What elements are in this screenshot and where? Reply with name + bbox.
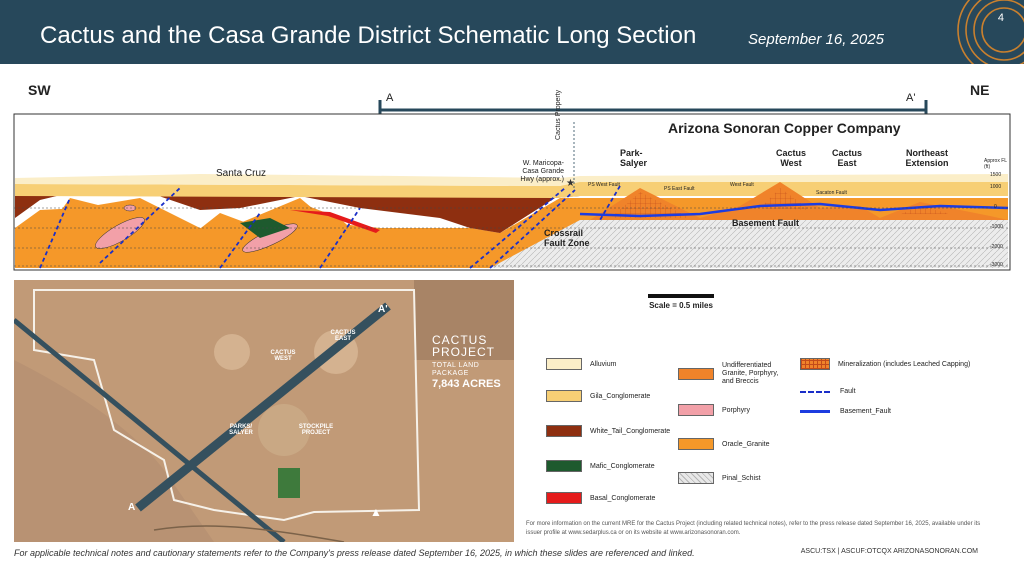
elev-tick: -3000 — [990, 262, 1003, 268]
legend-undiff-granite: Undifferentiated Granite, Porphyry, and Breccis — [678, 362, 788, 386]
map-parks-salyer-label: PARKS/ SALYER — [229, 424, 253, 436]
northeast-extension-label: Northeast Extension — [905, 148, 949, 168]
legend-basement-fault: Basement_Fault — [800, 408, 891, 415]
mre-note: For more information on the current MRE for the Cactus Project (including related technical notes), refer to the press release dated September 16, 2025, available under its issuer profile at www.sedarplus.ca or on its website at www.arizonasonoran.com. — [526, 521, 981, 536]
map-background — [14, 280, 514, 542]
footer-tickers: ASCU:TSX | ASCUF:OTCQX ARIZONASONORAN.COM — [800, 548, 978, 555]
slide-title: Cactus and the Casa Grande District Schematic Long Section — [40, 22, 697, 49]
map-a-label: A — [128, 502, 136, 513]
ne-direction-label: NE — [970, 82, 990, 98]
legend-oracle-granite: Oracle_Granite — [678, 438, 769, 450]
satellite-map — [14, 280, 514, 542]
legend-mafic: Mafic_Conglomerate — [546, 460, 655, 472]
west-fault-label: West Fault — [730, 182, 754, 188]
footer-disclaimer: For applicable technical notes and cautionary statements refer to the Company's press release dated September 16, 2025, in which these slides are referenced and linked. — [14, 548, 695, 558]
ps-east-fault-label: PS East Fault — [664, 186, 695, 192]
legend-pinal-schist: Pinal_Schist — [678, 472, 761, 484]
santa-cruz-label: Santa Cruz — [216, 168, 267, 179]
cactus-west-label: Cactus West — [775, 148, 806, 168]
project-subtitle: TOTAL LAND PACKAGE — [432, 362, 480, 377]
endpoint-a-label: A — [386, 92, 394, 104]
elev-tick: 0 — [994, 204, 997, 210]
cactus-east-label: Cactus East — [831, 148, 862, 168]
elev-tick: -2000 — [990, 244, 1003, 250]
legend-fault: Fault — [800, 388, 856, 395]
sw-direction-label: SW — [28, 82, 51, 98]
legend-mineralization: Mineralization (includes Leached Capping) — [800, 358, 970, 370]
sacaton-fault-label: Sacaton Fault — [816, 190, 847, 196]
legend-basal: Basal_Conglomerate — [546, 492, 655, 504]
crossrail-fault-label: Crossrail Fault Zone — [544, 228, 590, 248]
elev-tick: 1500 — [990, 172, 1002, 178]
map-cactus-west-label: CACTUS WEST — [270, 350, 296, 362]
company-name: Arizona Sonoran Copper Company — [668, 120, 901, 136]
ps-west-fault-label: PS West Fault — [588, 182, 620, 188]
highway-star-icon: ★ — [566, 178, 575, 189]
company-logo-arcs-icon — [934, 0, 1024, 64]
basement-fault-label: Basement Fault — [732, 218, 800, 228]
elev-tick: 1000 — [990, 184, 1002, 190]
legend-white-tail: White_Tail_Conglomerate — [546, 425, 670, 437]
north-arrow-icon: ▲ — [370, 505, 382, 519]
highway-label: W. Maricopa-Casa Grande Hwy (approx.) — [520, 160, 564, 183]
project-acres: 7,843 ACRES — [432, 378, 501, 390]
endpoint-aprime-label: A' — [906, 92, 916, 104]
legend-gila: Gila_Conglomerate — [546, 390, 650, 402]
approx-elevation-label: Approx FL (ft) — [984, 158, 1007, 170]
map-cactus-east-label: CACTUS EAST — [330, 330, 356, 342]
scale-bar — [648, 294, 714, 298]
legend-alluvium: Alluvium — [546, 358, 616, 370]
scale-indicator — [648, 294, 714, 310]
map-stockpile-label: STOCKPILE PROJECT — [298, 424, 334, 436]
slide-date: September 16, 2025 — [748, 31, 884, 48]
cactus-property-label: Cactus Property — [555, 89, 562, 140]
cactus-project-callout — [432, 334, 512, 390]
scale-label: Scale = 0.5 miles — [649, 301, 713, 310]
map-aprime-label: A' — [378, 304, 388, 315]
elev-tick: -1000 — [990, 224, 1003, 230]
project-title: CACTUS PROJECT — [432, 333, 496, 359]
legend-porphyry: Porphyry — [678, 404, 750, 416]
page-number: 4 — [997, 12, 1004, 24]
park-salyer-label: Park-Salyer — [620, 148, 648, 168]
header-bar — [0, 0, 1024, 64]
